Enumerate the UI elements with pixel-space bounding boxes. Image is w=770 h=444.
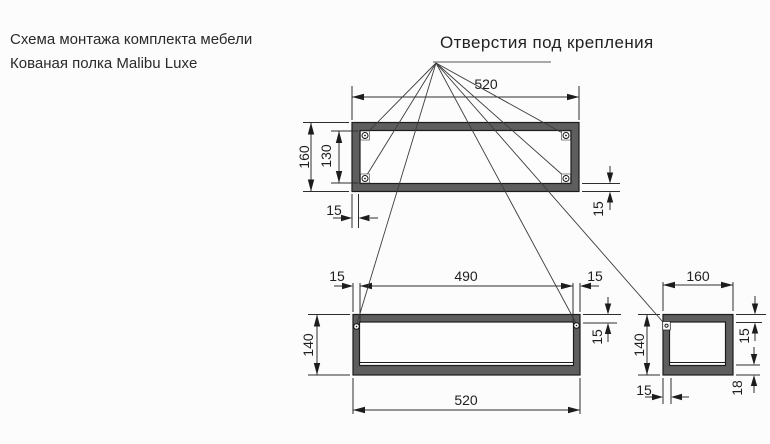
dim-side-width [663, 268, 733, 311]
dim-side-wall-left [636, 378, 689, 404]
dim-label: 140 [631, 333, 647, 357]
hole-side-frame [663, 322, 671, 331]
dim-top-wall-left [326, 194, 378, 228]
dim-front-height [300, 315, 350, 376]
dim-front-wall-right [580, 268, 603, 312]
drawing-subtitle: Кованая полка Malibu Luxe [10, 55, 198, 72]
top-frame [352, 123, 579, 192]
dim-label: 15 [329, 268, 345, 284]
dim-label: 15 [589, 329, 605, 345]
dim-label: 130 [318, 144, 334, 168]
side-frame [663, 315, 733, 376]
dim-label: 520 [474, 76, 498, 92]
callout-label: Отверстия под крепления [440, 33, 654, 52]
hole-top-frame-bottom-left [361, 174, 370, 183]
dim-label: 160 [686, 268, 710, 284]
dim-label: 140 [300, 333, 316, 357]
drawing-title: Схема монтажа комплекта мебели [10, 31, 253, 48]
front-frame [353, 315, 580, 376]
dim-side-tube-top [736, 296, 766, 344]
dim-front-width [353, 378, 580, 414]
dim-label: 15 [736, 328, 752, 344]
dim-label: 160 [296, 145, 312, 169]
dim-label: 15 [587, 268, 603, 284]
dim-label: 15 [636, 382, 652, 398]
hole-top-frame-bottom-right [562, 174, 571, 183]
dim-label: 15 [590, 201, 606, 217]
dim-front-tube-top [583, 297, 621, 345]
hole-top-frame-top-right [562, 131, 571, 140]
dim-label: 18 [729, 380, 745, 396]
hole-front-frame-right [574, 323, 580, 329]
dim-top-wall-bottom [582, 166, 620, 217]
dim-label: 520 [454, 392, 478, 408]
dim-side-bottom-bar [729, 347, 760, 396]
hole-front-frame-left [354, 324, 360, 330]
dim-label: 490 [454, 268, 478, 284]
dim-front-wall-left [329, 268, 353, 312]
hole-top-frame-top-left [361, 131, 370, 140]
dim-side-height [631, 315, 660, 376]
dim-label: 15 [326, 202, 342, 218]
